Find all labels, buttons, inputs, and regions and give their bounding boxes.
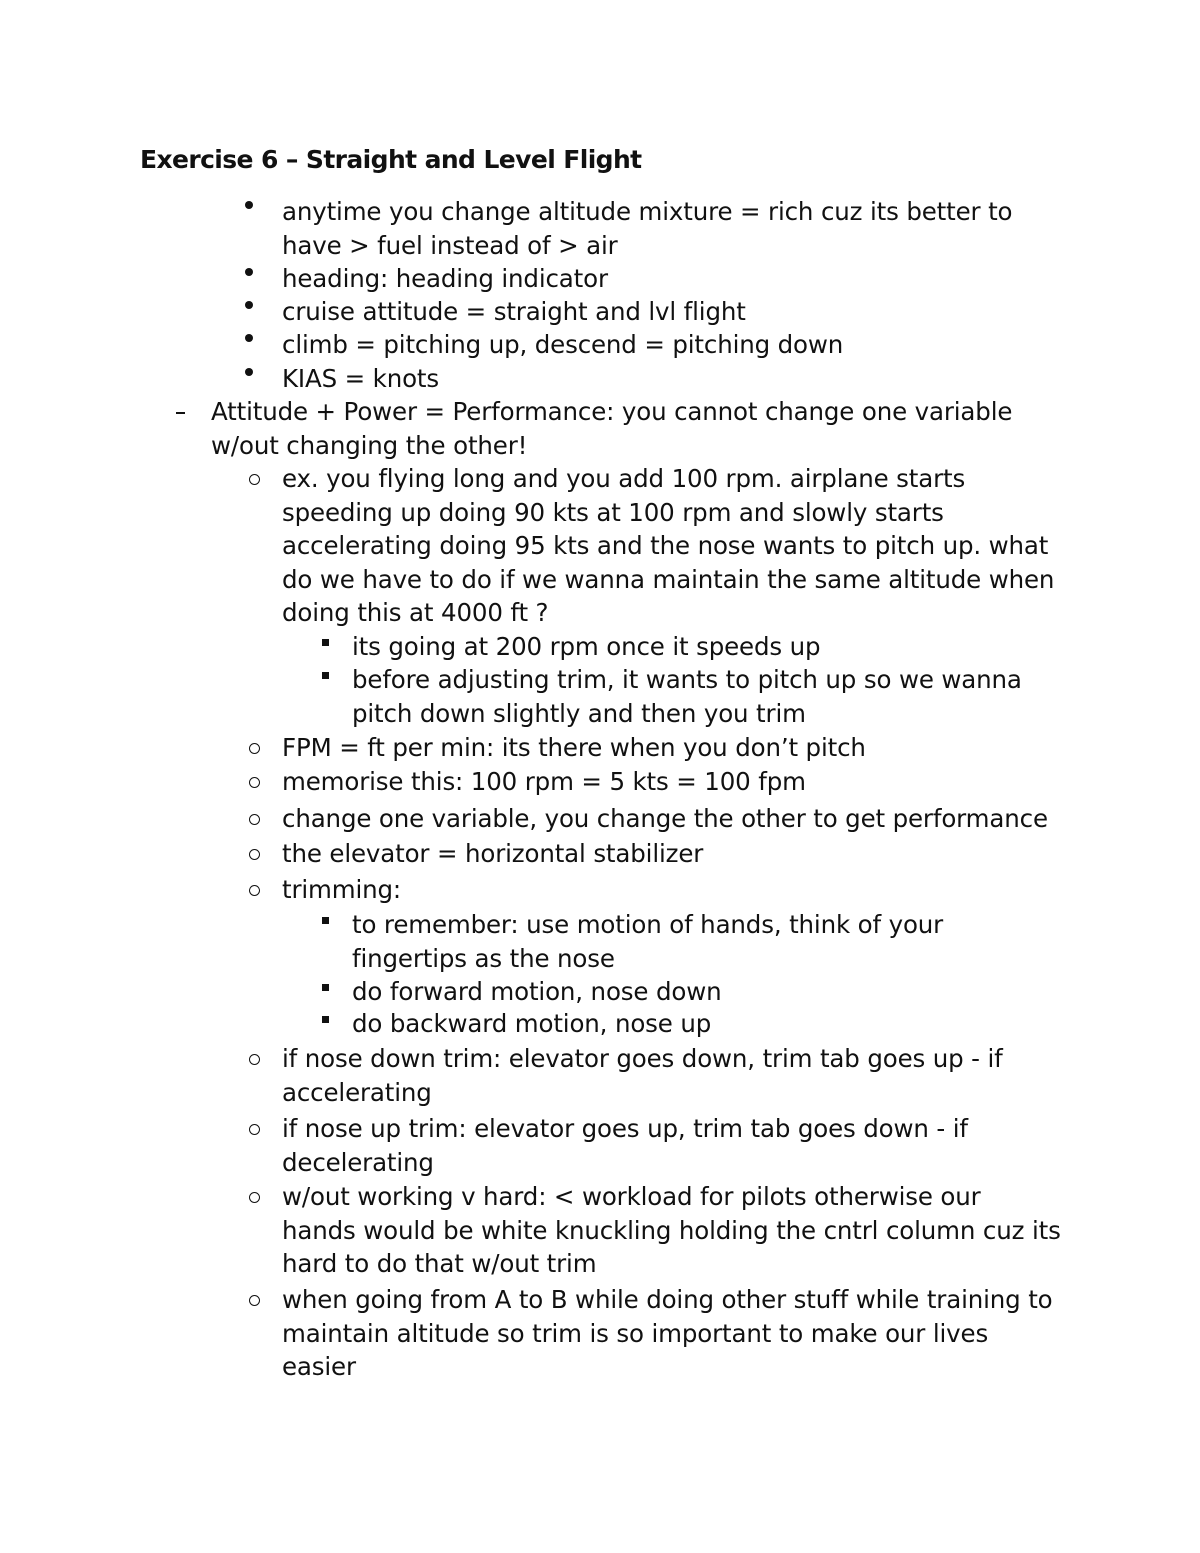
list-item-line: do we have to do if we wanna maintain the same altitude when	[282, 564, 1055, 594]
dash-bullet-icon	[176, 412, 185, 414]
list-item-line: when going from A to B while doing other stuff while training to	[282, 1285, 1053, 1314]
list-item-line: pitch down slightly and then you trim	[352, 698, 806, 728]
list-item-line: w/out changing the other!	[211, 430, 528, 460]
list-item-line: Attitude + Power = Performance: you cannot change one variable	[211, 397, 1013, 426]
bullet-circle-icon	[249, 885, 260, 896]
list-item	[249, 802, 1048, 836]
list-item-line: ex. you flying long and you add 100 rpm. airplane starts	[282, 464, 966, 493]
list-item-line: trimming:	[282, 875, 402, 904]
bullet-square-icon	[322, 639, 329, 646]
bullet-square-icon	[322, 1016, 329, 1023]
list-item	[322, 975, 721, 1009]
bullet-circle-icon	[249, 743, 260, 754]
bullet-square-icon	[322, 917, 329, 924]
bullet-circle-icon	[249, 1054, 260, 1065]
bullet-circle-icon	[249, 814, 260, 825]
list-item-line: anytime you change altitude mixture = rich cuz its better to	[282, 197, 1013, 226]
list-item-line: if nose up trim: elevator goes up, trim tab goes down - if	[282, 1114, 968, 1143]
list-item-line: hard to do that w/out trim	[282, 1249, 597, 1278]
bullet-dot-icon	[245, 201, 253, 209]
list-item	[245, 295, 746, 329]
list-item-line: do backward motion, nose up	[352, 1009, 712, 1038]
bullet-circle-icon	[249, 474, 260, 485]
list-item	[322, 663, 1022, 730]
list-item-line: cruise attitude = straight and lvl flight	[282, 297, 746, 326]
list-item-line: if nose down trim: elevator goes down, trim tab goes up - if	[282, 1044, 1003, 1073]
bullet-square-icon	[322, 984, 329, 991]
list-item-line: KIAS = knots	[282, 364, 439, 393]
list-item-line: accelerating	[282, 1077, 432, 1107]
list-item-line: FPM = ft per min: its there when you don’t pitch	[282, 733, 866, 762]
bullet-circle-icon	[249, 1192, 260, 1203]
list-item	[322, 630, 820, 664]
list-item	[245, 262, 608, 296]
list-item	[249, 873, 401, 907]
list-item-line: accelerating doing 95 kts and the nose wants to pitch up. what	[282, 531, 1049, 560]
list-item	[245, 328, 843, 362]
list-item-line: do forward motion, nose down	[352, 977, 722, 1006]
bullet-dot-icon	[245, 368, 253, 376]
list-item	[249, 837, 703, 871]
list-item-line: fingertips as the nose	[352, 943, 615, 973]
list-item	[245, 362, 439, 396]
list-item-line: memorise this: 100 rpm = 5 kts = 100 fpm	[282, 767, 806, 796]
list-item	[249, 765, 806, 799]
list-item	[322, 908, 943, 975]
bullet-circle-icon	[249, 1124, 260, 1135]
list-item	[249, 462, 1054, 630]
list-item-line: to remember: use motion of hands, think of your	[352, 910, 944, 939]
list-item-line: doing this at 4000 ft ?	[282, 598, 549, 627]
list-item-line: change one variable, you change the other to get performance	[282, 804, 1048, 833]
bullet-dot-icon	[245, 268, 253, 276]
list-item	[245, 195, 1012, 262]
list-item-line: its going at 200 rpm once it speeds up	[352, 632, 821, 661]
bullet-circle-icon	[249, 1295, 260, 1306]
list-item	[176, 395, 1012, 462]
list-item-line: the elevator = horizontal stabilizer	[282, 839, 704, 868]
list-item	[249, 1042, 1003, 1109]
list-item	[322, 1007, 711, 1041]
list-item-line: climb = pitching up, descend = pitching down	[282, 330, 844, 359]
list-item-line: decelerating	[282, 1147, 434, 1177]
list-item-line: easier	[282, 1352, 356, 1381]
list-item-line: hands would be white knuckling holding the cntrl column cuz its	[282, 1215, 1061, 1245]
document-title: Exercise 6 – Straight and Level Flight	[140, 145, 642, 174]
list-item-line: maintain altitude so trim is so important to make our lives	[282, 1318, 989, 1348]
list-item	[249, 731, 866, 765]
list-item-line: w/out working v hard: < workload for pilots otherwise our	[282, 1182, 981, 1211]
list-item-line: before adjusting trim, it wants to pitch up so we wanna	[352, 665, 1022, 694]
list-item-line: heading: heading indicator	[282, 264, 608, 293]
list-item	[249, 1112, 968, 1179]
bullet-dot-icon	[245, 334, 253, 342]
list-item-line: have > fuel instead of > air	[282, 230, 618, 260]
list-item	[249, 1180, 1061, 1281]
bullet-square-icon	[322, 672, 329, 679]
list-item	[249, 1283, 1053, 1384]
list-item-line: speeding up doing 90 kts at 100 rpm and slowly starts	[282, 497, 944, 527]
bullet-circle-icon	[249, 777, 260, 788]
bullet-dot-icon	[245, 301, 253, 309]
bullet-circle-icon	[249, 849, 260, 860]
